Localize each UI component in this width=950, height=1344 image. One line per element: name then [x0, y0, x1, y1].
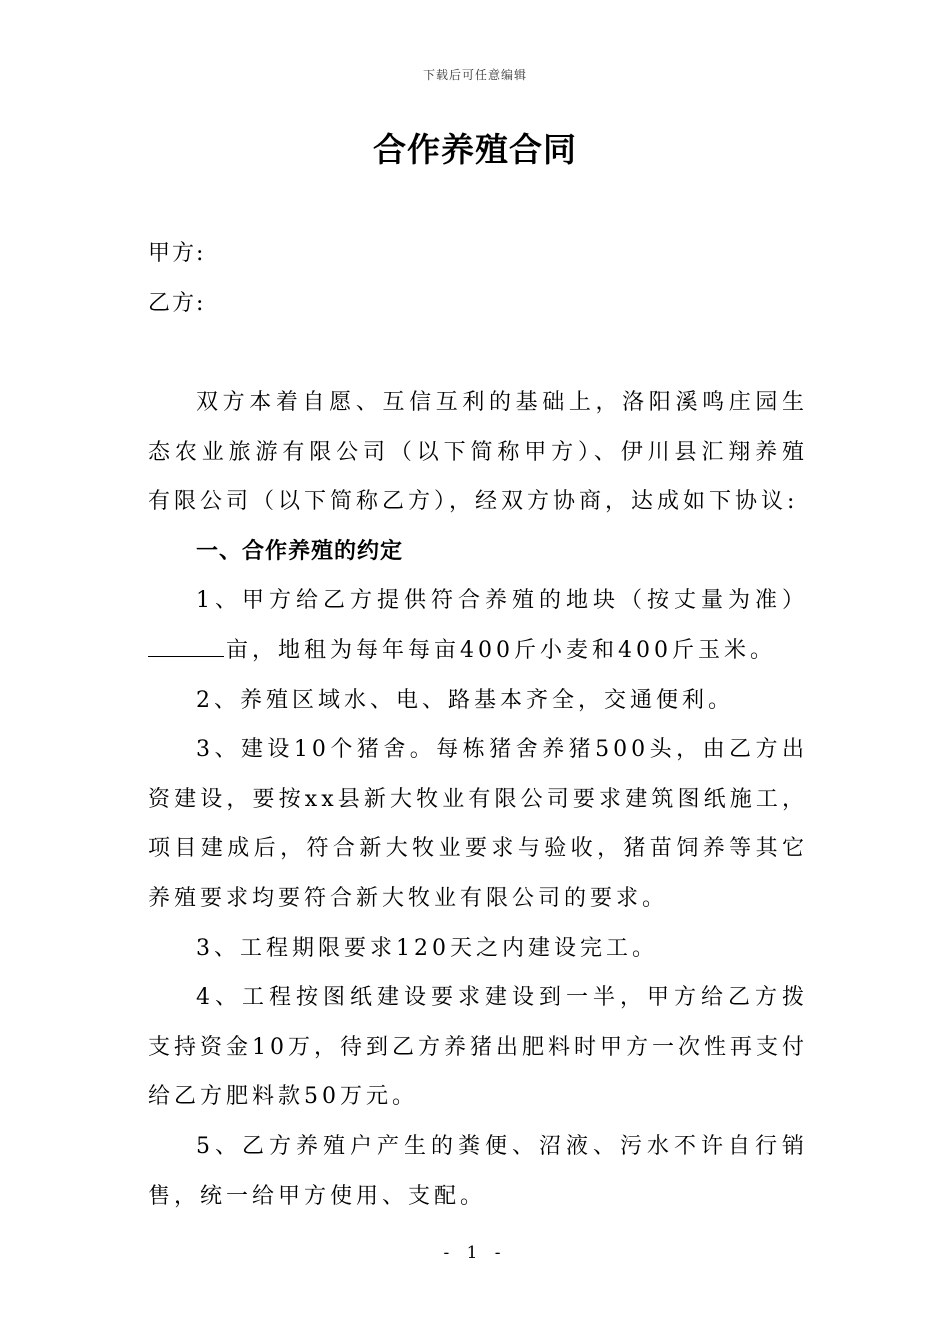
clause-4-funding: 4、工程按图纸建设要求建设到一半，甲方给乙方拨支持资金10万，待到乙方养猪出肥料时甲方一次性再支付给乙方肥料款50万元。	[148, 985, 808, 1110]
clause-1-text-a: 1、甲方给乙方提供符合养殖的地块（按丈量为准）	[196, 588, 808, 614]
contract-body	[148, 378, 808, 1221]
page-number: - 1 -	[443, 1243, 507, 1263]
clause-2-utilities: 2、养殖区域水、电、路基本齐全，交通便利。	[196, 687, 734, 713]
document-title: 合作养殖合同	[373, 130, 577, 169]
acreage-blank-line	[148, 636, 224, 657]
section-heading-cooperation: 一、合作养殖的约定	[196, 538, 404, 564]
intro-paragraph: 双方本着自愿、互信互利的基础上，洛阳溪鸣庄园生态农业旅游有限公司（以下简称甲方）、伊川县汇翔养殖有限公司（以下简称乙方），经双方协商，达成如下协议:	[148, 390, 808, 515]
clause-5-waste: 5、乙方养殖户产生的粪便、沼液、污水不许自行销售，统一给甲方使用、支配。	[148, 1133, 808, 1209]
download-note: 下载后可任意编辑	[422, 68, 527, 82]
party-b-label: 乙方:	[148, 291, 206, 316]
clause-3-schedule: 3、工程期限要求120天之内建设完工。	[196, 935, 658, 961]
clause-1-land	[148, 576, 808, 675]
party-a-label: 甲方:	[148, 241, 206, 266]
clause-1-text-b: 亩，地租为每年每亩400斤小麦和400斤玉米。	[226, 637, 776, 663]
clause-3-construction: 3、建设10个猪舍。每栋猪舍养猪500头，由乙方出资建设，要按xx县新大牧业有限公司要求建筑图纸施工，项目建成后，符合新大牧业要求与验收，猪苗饲养等其它养殖要求均要符合新大牧业有限公司的要求。	[148, 737, 808, 911]
